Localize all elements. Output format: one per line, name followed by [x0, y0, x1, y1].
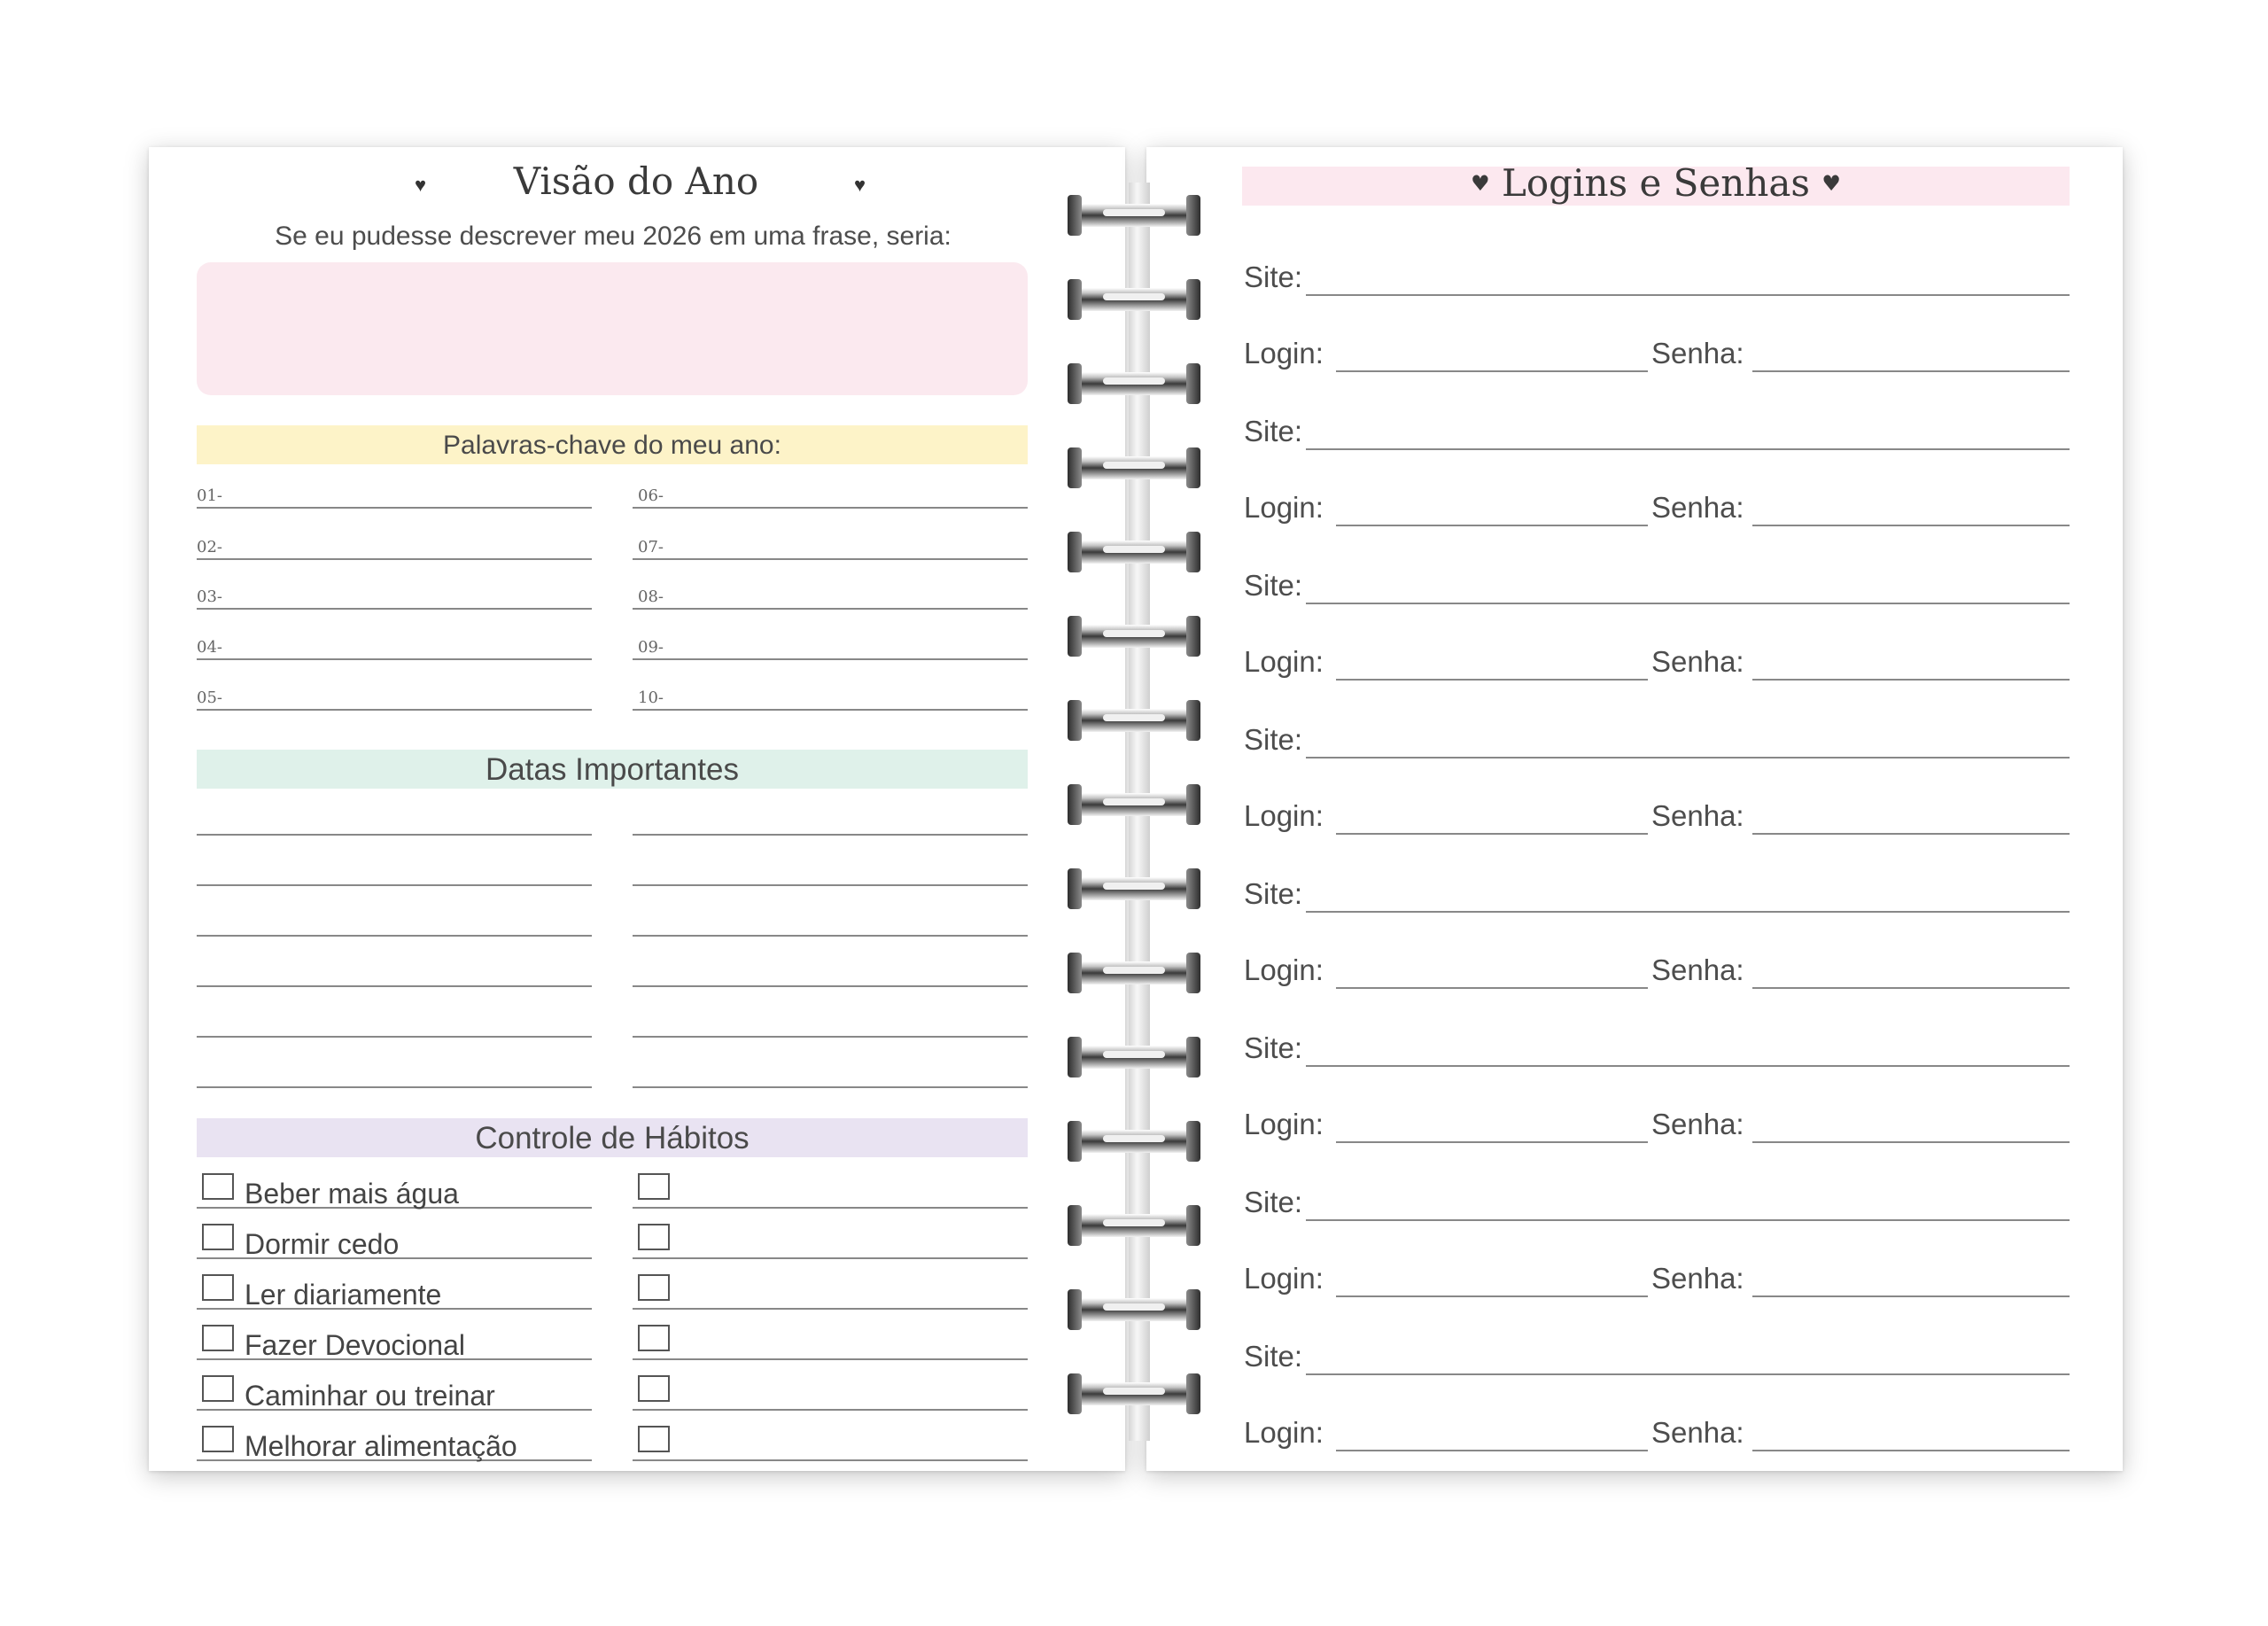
keyword-number: 06-: [638, 486, 664, 505]
habit-row-blank[interactable]: [633, 1222, 1028, 1259]
heart-icon: ♥: [1471, 171, 1490, 196]
date-line[interactable]: [633, 1086, 1028, 1088]
password-field[interactable]: [1752, 525, 2070, 526]
habit-checkbox[interactable]: [638, 1173, 670, 1200]
habit-checkbox[interactable]: [202, 1274, 234, 1301]
habit-row: [197, 1272, 592, 1310]
spiral-ring: [1068, 1286, 1200, 1334]
password-label: Senha:: [1651, 953, 1744, 986]
keyword-line[interactable]: [197, 682, 592, 711]
date-line[interactable]: [197, 985, 592, 987]
site-label: Site:: [1244, 261, 1303, 293]
password-label: Senha:: [1651, 799, 1744, 832]
password-label: Senha:: [1651, 1262, 1744, 1295]
habit-label: Melhorar alimentação: [245, 1430, 517, 1462]
site-label: Site:: [1244, 1340, 1303, 1373]
site-label: Site:: [1244, 415, 1303, 447]
date-line[interactable]: [197, 1036, 592, 1038]
keyword-number: 10-: [638, 689, 664, 707]
spiral-ring: [1068, 444, 1200, 492]
login-field[interactable]: [1336, 987, 1648, 989]
login-label: Login:: [1244, 645, 1324, 678]
spiral-ring: [1068, 1033, 1200, 1081]
site-field[interactable]: [1306, 1219, 2070, 1221]
password-field[interactable]: [1752, 833, 2070, 835]
password-label: Senha:: [1651, 645, 1744, 678]
date-line[interactable]: [197, 884, 592, 886]
habit-row: [197, 1171, 592, 1209]
login-field[interactable]: [1336, 1141, 1648, 1143]
keyword-line[interactable]: [633, 532, 1028, 560]
password-label: Senha:: [1651, 1108, 1744, 1140]
site-label: Site:: [1244, 1186, 1303, 1218]
habit-checkbox[interactable]: [638, 1426, 670, 1452]
date-line[interactable]: [633, 884, 1028, 886]
habit-label: Dormir cedo: [245, 1228, 400, 1260]
habit-checkbox[interactable]: [202, 1173, 234, 1200]
password-label: Senha:: [1651, 1416, 1744, 1449]
site-field[interactable]: [1306, 757, 2070, 759]
habit-checkbox[interactable]: [202, 1325, 234, 1351]
spiral-ring: [1068, 360, 1200, 408]
date-line[interactable]: [197, 1086, 592, 1088]
habit-checkbox[interactable]: [638, 1224, 670, 1250]
keyword-number: 07-: [638, 538, 664, 556]
page-title: Logins e Senhas: [1502, 161, 1810, 205]
spiral-ring: [1068, 276, 1200, 323]
site-field[interactable]: [1306, 294, 2070, 296]
login-label: Login:: [1244, 1108, 1324, 1140]
password-field[interactable]: [1752, 1450, 2070, 1451]
login-field[interactable]: [1336, 1450, 1648, 1451]
site-label: Site:: [1244, 1031, 1303, 1064]
habit-row-blank[interactable]: [633, 1323, 1028, 1360]
site-field[interactable]: [1306, 448, 2070, 450]
logins-heading-band: [1242, 161, 2070, 206]
spiral-ring: [1068, 612, 1200, 660]
spiral-ring: [1068, 1117, 1200, 1165]
keyword-line[interactable]: [197, 632, 592, 660]
password-field[interactable]: [1752, 679, 2070, 681]
password-field[interactable]: [1752, 987, 2070, 989]
date-line[interactable]: [633, 1036, 1028, 1038]
keyword-line[interactable]: [633, 480, 1028, 509]
keyword-line[interactable]: [633, 581, 1028, 610]
login-label: Login:: [1244, 1262, 1324, 1295]
keyword-number: 05-: [197, 689, 222, 707]
login-label: Login:: [1244, 953, 1324, 986]
login-field[interactable]: [1336, 525, 1648, 526]
habit-row-blank[interactable]: [633, 1272, 1028, 1310]
site-label: Site:: [1244, 569, 1303, 602]
habit-checkbox[interactable]: [202, 1426, 234, 1452]
keyword-number: 04-: [197, 638, 222, 657]
login-label: Login:: [1244, 1416, 1324, 1449]
site-field[interactable]: [1306, 911, 2070, 913]
login-field[interactable]: [1336, 370, 1648, 372]
site-field[interactable]: [1306, 1065, 2070, 1067]
keywords-heading: Palavras-chave do meu ano:: [197, 425, 1028, 464]
dates-heading: Datas Importantes: [197, 750, 1028, 789]
page-title: Visão do Ano: [513, 159, 759, 203]
spiral-ring: [1068, 865, 1200, 913]
spiral-ring: [1068, 781, 1200, 829]
login-field[interactable]: [1336, 833, 1648, 835]
habit-label: Fazer Devocional: [245, 1329, 465, 1361]
vision-prompt: Se eu pudesse descrever meu 2026 em uma frase, seria:: [275, 222, 951, 251]
heart-icon: ♥: [415, 174, 427, 196]
login-field[interactable]: [1336, 679, 1648, 681]
right-page-logins: [1146, 147, 2123, 1471]
phrase-box[interactable]: [197, 262, 1028, 395]
password-field[interactable]: [1752, 1141, 2070, 1143]
habit-row: [197, 1323, 592, 1360]
habit-checkbox[interactable]: [638, 1274, 670, 1301]
spiral-ring: [1068, 191, 1200, 239]
logins-title: [1242, 161, 2070, 205]
keyword-line[interactable]: [633, 682, 1028, 711]
habits-heading: Controle de Hábitos: [197, 1118, 1028, 1157]
habit-label: Caminhar ou treinar: [245, 1380, 495, 1412]
keyword-line[interactable]: [197, 581, 592, 610]
habit-row-blank[interactable]: [633, 1424, 1028, 1461]
spiral-ring: [1068, 528, 1200, 576]
password-field[interactable]: [1752, 1295, 2070, 1297]
habit-checkbox[interactable]: [202, 1375, 234, 1402]
spiral-ring: [1068, 949, 1200, 997]
date-line[interactable]: [633, 935, 1028, 937]
spiral-ring: [1068, 696, 1200, 744]
password-label: Senha:: [1651, 491, 1744, 524]
habit-row: [197, 1222, 592, 1259]
keyword-number: 02-: [197, 538, 222, 556]
heart-icon: ♥: [1821, 171, 1841, 196]
left-page-vision: [149, 147, 1125, 1471]
date-line[interactable]: [197, 935, 592, 937]
login-field[interactable]: [1336, 1295, 1648, 1297]
keyword-line[interactable]: [633, 632, 1028, 660]
password-field[interactable]: [1752, 370, 2070, 372]
keyword-number: 09-: [638, 638, 664, 657]
spiral-binding: [1068, 147, 1200, 1471]
keyword-line[interactable]: [197, 480, 592, 509]
site-label: Site:: [1244, 877, 1303, 910]
keyword-number: 08-: [638, 587, 664, 606]
habit-row-blank[interactable]: [633, 1373, 1028, 1411]
habit-row-blank[interactable]: [633, 1171, 1028, 1209]
heart-icon: ♥: [854, 174, 866, 196]
keyword-number: 01-: [197, 486, 222, 505]
habit-row: [197, 1373, 592, 1411]
habit-label: Beber mais água: [245, 1178, 459, 1210]
date-line[interactable]: [633, 834, 1028, 836]
habit-checkbox[interactable]: [202, 1224, 234, 1250]
spiral-ring: [1068, 1370, 1200, 1418]
login-label: Login:: [1244, 337, 1324, 370]
habit-row: [197, 1424, 592, 1461]
habit-label: Ler diariamente: [245, 1279, 442, 1311]
habit-checkbox[interactable]: [638, 1325, 670, 1351]
date-line[interactable]: [197, 834, 592, 836]
keyword-line[interactable]: [197, 532, 592, 560]
password-label: Senha:: [1651, 337, 1744, 370]
site-field[interactable]: [1306, 1373, 2070, 1375]
login-label: Login:: [1244, 491, 1324, 524]
login-label: Login:: [1244, 799, 1324, 832]
date-line[interactable]: [633, 985, 1028, 987]
site-label: Site:: [1244, 723, 1303, 756]
habit-checkbox[interactable]: [638, 1375, 670, 1402]
spiral-ring: [1068, 1202, 1200, 1249]
site-field[interactable]: [1306, 603, 2070, 604]
keyword-number: 03-: [197, 587, 222, 606]
